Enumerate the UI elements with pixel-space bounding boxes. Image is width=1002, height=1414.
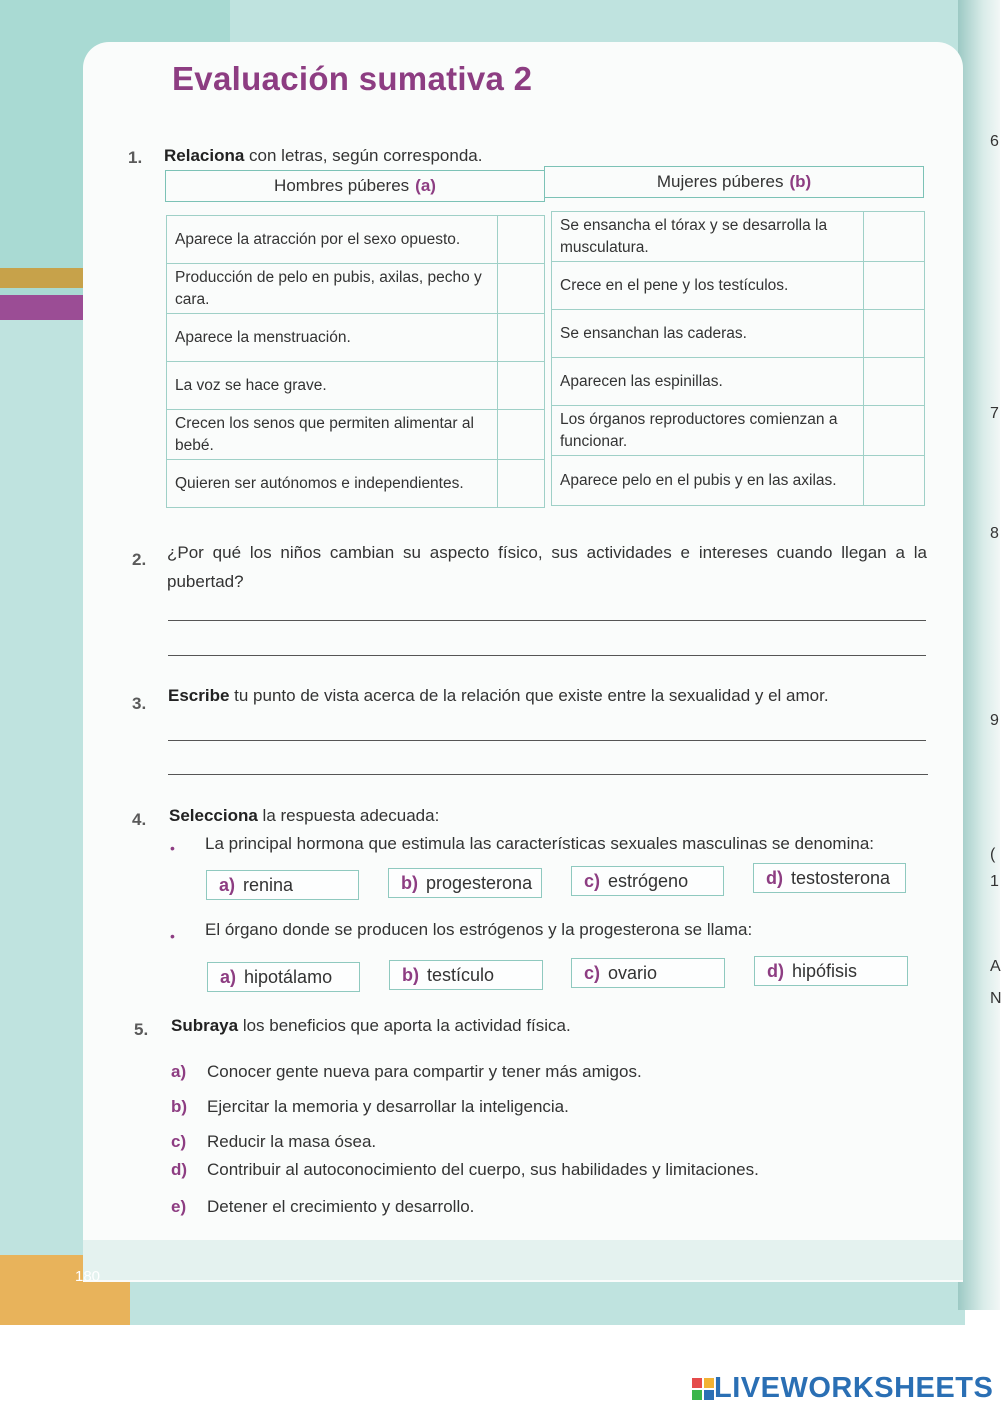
answer-cell[interactable] xyxy=(498,216,545,264)
statement: Los órganos reproductores comienzan a funcionar. xyxy=(552,406,864,456)
option-b[interactable]: b) testículo xyxy=(389,960,543,990)
answer-line[interactable] xyxy=(168,774,928,775)
bullet-icon: • xyxy=(170,928,175,944)
table-row xyxy=(167,362,545,410)
list-item[interactable]: b) Ejercitar la memoria y desarrollar la inteligencia. xyxy=(171,1097,569,1116)
edge-mark: 7 xyxy=(990,405,999,422)
question-number: 2. xyxy=(132,550,147,569)
column-header-a: Hombres púberes (a) xyxy=(165,170,545,202)
answer-cell[interactable] xyxy=(498,314,545,362)
answer-cell[interactable] xyxy=(498,264,545,314)
question-2-prompt: ¿Por qué los niños cambian su aspecto físico, sus actividades e intereses cuando llegan a la pubertad? xyxy=(167,543,927,591)
answer-cell[interactable] xyxy=(498,460,545,508)
question-number: 1. xyxy=(128,148,143,167)
answer-cell[interactable] xyxy=(498,410,545,460)
match-table-left xyxy=(166,215,545,508)
option-d[interactable]: d) testosterona xyxy=(753,863,906,893)
answer-cell[interactable] xyxy=(864,262,925,310)
edge-mark: A xyxy=(990,958,1001,975)
answer-cell[interactable] xyxy=(864,212,925,262)
answer-cell[interactable] xyxy=(864,310,925,358)
statement: Crecen los senos que permiten alimentar al bebé. xyxy=(167,410,498,460)
edge-mark: 6 xyxy=(990,133,999,150)
statement: Se ensanchan las caderas. xyxy=(552,310,864,358)
table-row xyxy=(552,262,925,310)
statement: Crece en el pene y los testículos. xyxy=(552,262,864,310)
table-row xyxy=(552,358,925,406)
side-tab-purple xyxy=(0,295,86,320)
table-row xyxy=(552,456,925,506)
edge-mark: 8 xyxy=(990,525,999,542)
table-row xyxy=(552,310,925,358)
brand-text: LIVEWORKSHEETS xyxy=(714,1372,994,1404)
list-item[interactable]: c) Reducir la masa ósea. xyxy=(171,1132,377,1151)
page-title: Evaluación sumativa 2 xyxy=(172,60,533,97)
statement: Aparece la menstruación. xyxy=(167,314,498,362)
edge-mark: 1 xyxy=(990,873,999,890)
question-number: 3. xyxy=(132,694,147,713)
list-item[interactable]: d) Contribuir al autoconocimiento del cuerpo, sus habilidades y limitaciones. xyxy=(171,1160,759,1179)
question-5-prompt: Subraya los beneficios que aporta la actividad física. xyxy=(171,1016,571,1035)
question-4-item-2: El órgano donde se producen los estrógenos y la progesterona se llama: xyxy=(205,920,753,939)
option-a[interactable]: a) hipotálamo xyxy=(207,962,360,992)
statement: La voz se hace grave. xyxy=(167,362,498,410)
statement: Producción de pelo en pubis, axilas, pecho y cara. xyxy=(167,264,498,314)
answer-line[interactable] xyxy=(168,620,926,621)
next-page-edge xyxy=(958,0,1000,1310)
list-item[interactable]: e) Detener el crecimiento y desarrollo. xyxy=(171,1197,475,1216)
bullet-icon: • xyxy=(170,840,175,856)
answer-line[interactable] xyxy=(168,740,926,741)
table-row xyxy=(167,460,545,508)
answer-cell[interactable] xyxy=(864,406,925,456)
statement: Quieren ser autónomos e independientes. xyxy=(167,460,498,508)
option-d[interactable]: d) hipófisis xyxy=(754,956,908,986)
answer-cell[interactable] xyxy=(864,456,925,506)
edge-mark: ( xyxy=(990,846,996,863)
answer-cell[interactable] xyxy=(498,362,545,410)
edge-mark: N xyxy=(990,990,1002,1007)
option-a[interactable]: a) renina xyxy=(206,870,359,900)
brand-grid-icon xyxy=(692,1378,714,1400)
liveworksheets-logo xyxy=(692,1372,993,1405)
statement: Aparecen las espinillas. xyxy=(552,358,864,406)
table-row xyxy=(167,216,545,264)
option-c[interactable]: c) ovario xyxy=(571,958,725,988)
question-number: 4. xyxy=(132,810,147,829)
table-row xyxy=(552,212,925,262)
match-table-right xyxy=(551,211,925,506)
option-c[interactable]: c) estrógeno xyxy=(571,866,724,896)
column-header-b: Mujeres púberes (b) xyxy=(544,166,924,198)
table-row xyxy=(167,314,545,362)
question-1-prompt: Relaciona con letras, según corresponda. xyxy=(164,146,483,165)
option-b[interactable]: b) progesterona xyxy=(388,868,542,898)
question-number: 5. xyxy=(134,1020,149,1039)
question-4-prompt: Selecciona la respuesta adecuada: xyxy=(169,806,440,825)
statement: Aparece pelo en el pubis y en las axilas. xyxy=(552,456,864,506)
question-4-item-1: La principal hormona que estimula las características sexuales masculinas se denomina: xyxy=(205,834,875,853)
statement: Se ensancha el tórax y se desarrolla la musculatura. xyxy=(552,212,864,262)
table-row xyxy=(167,410,545,460)
side-tab-gold xyxy=(0,268,86,288)
page-number: 180 xyxy=(75,1268,101,1285)
statement: Aparece la atracción por el sexo opuesto. xyxy=(167,216,498,264)
table-row xyxy=(167,264,545,314)
answer-line[interactable] xyxy=(168,655,926,656)
table-row xyxy=(552,406,925,456)
question-3-prompt: Escribe tu punto de vista acerca de la relación que existe entre la sexualidad y el amor. xyxy=(168,686,829,705)
list-item[interactable]: a) Conocer gente nueva para compartir y tener más amigos. xyxy=(171,1062,642,1081)
edge-mark: 9 xyxy=(990,712,999,729)
panel-bottom-stripe xyxy=(83,1240,963,1280)
answer-cell[interactable] xyxy=(864,358,925,406)
